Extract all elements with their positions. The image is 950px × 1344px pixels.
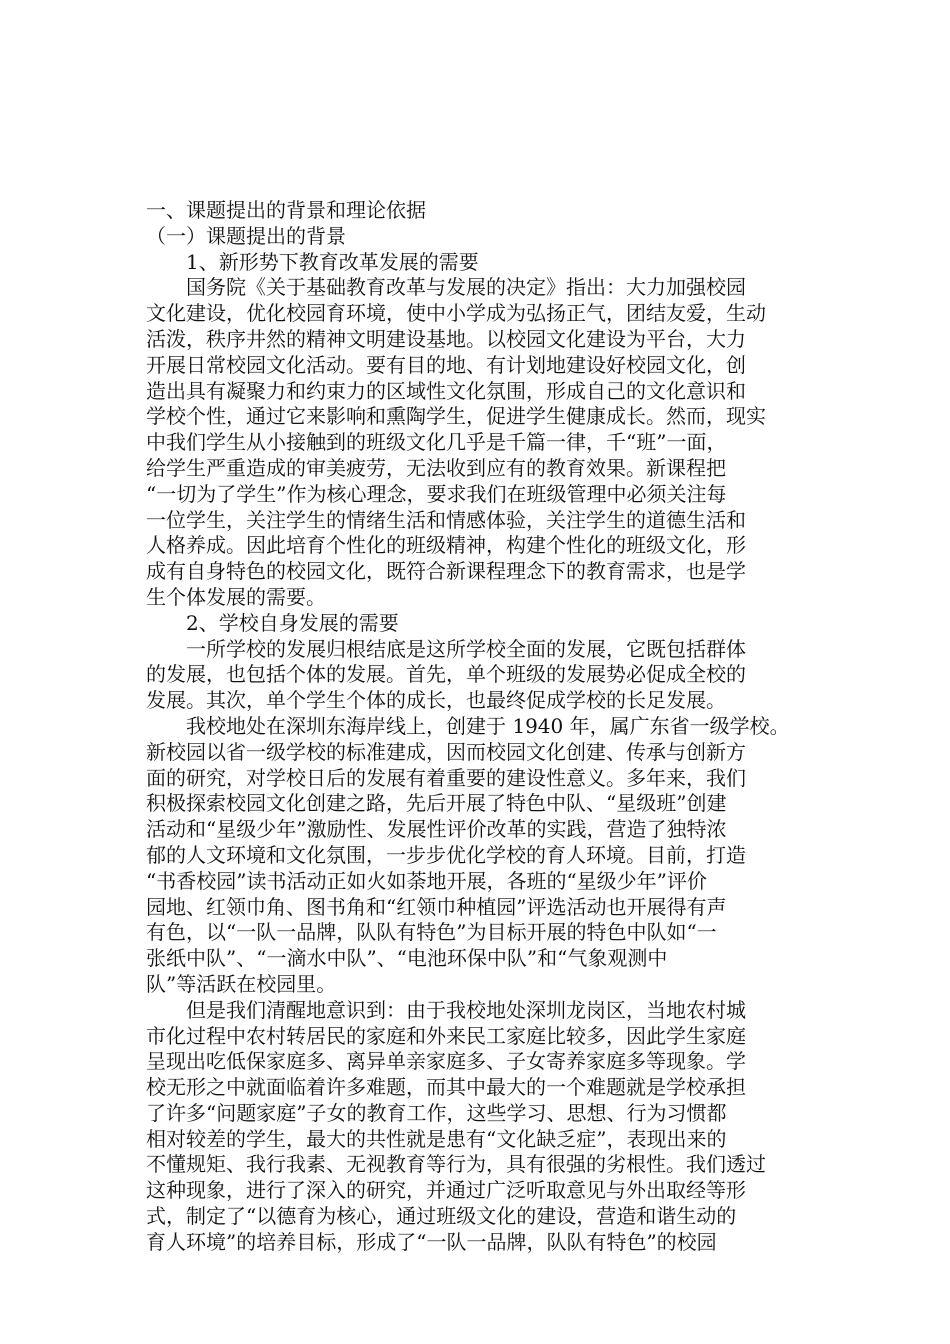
paragraph-line: 市化过程中农村转居民的家庭和外来民工家庭比较多，因此学生家庭	[146, 1023, 746, 1048]
paragraph-line: 不懂规矩、我行我素、无视教育等行为，具有很强的劣根性。我们透过	[146, 1152, 766, 1177]
paragraph-line: 校无形之中就面临着许多难题，而其中最大的一个难题就是学校承担	[146, 1075, 746, 1100]
paragraph-line: “一切为了学生”作为核心理念，要求我们在班级管理中必须关注每	[146, 481, 727, 506]
subsection-heading: （一）课题提出的背景	[146, 223, 346, 248]
paragraph-line: 一所学校的发展归根结底是这所学校全面的发展，它既包括群体	[186, 636, 746, 661]
paragraph-line: 呈现出吃低保家庭多、离异单亲家庭多、子女寄养家庭多等现象。学	[146, 1049, 746, 1074]
paragraph-line: 郁的人文环境和文化氛围，一步步优化学校的育人环境。目前，打造	[146, 842, 746, 867]
section-heading: 一、课题提出的背景和理论依据	[146, 198, 426, 222]
paragraph	[146, 637, 821, 714]
paragraph-line: 活泼，秩序井然的精神文明建设基地。以校园文化建设为平台，大力	[146, 326, 746, 351]
paragraph-line: 张纸中队”、“一滴水中队”、“电池环保中队”和“气象观测中	[146, 946, 668, 971]
paragraph-line: 中我们学生从小接触到的班级文化几乎是千篇一律，千“班”一面，	[146, 430, 727, 455]
paragraph	[146, 275, 821, 610]
paragraph-line: 活动和“星级少年”激励性、发展性评价改革的实践，营造了独特浓	[146, 817, 727, 842]
paragraph-line: 人格养成。因此培育个性化的班级精神，构建个性化的班级文化，形	[146, 533, 746, 558]
paragraph	[146, 714, 821, 998]
paragraph-line: 但是我们清醒地意识到：由于我校地处深圳龙岗区，当地农村城	[186, 997, 746, 1022]
paragraph-line: 文化建设，优化校园育环境，使中小学成为弘扬正气，团结友爱，生动	[146, 301, 766, 326]
topic-subheading: 2、学校自身发展的需要	[186, 610, 399, 635]
paragraph-line: 有色，以“一队一品牌，队队有特色”为目标开展的特色中队如“一	[146, 920, 717, 945]
paragraph-line: 发展。其次，单个学生个体的成长，也最终促成学校的长足发展。	[146, 688, 726, 713]
paragraph-line: 相对较差的学生，最大的共性就是患有“文化缺乏症”，表现出来的	[146, 1126, 727, 1151]
paragraph-line: 队”等活跃在校园里。	[146, 971, 337, 996]
paragraph-line: 学校个性，通过它来影响和熏陶学生，促进学生健康成长。然而，现实	[146, 404, 766, 429]
paragraph-line: 一位学生，关注学生的情绪生活和情感体验，关注学生的道德生活和	[146, 507, 746, 532]
paragraph	[146, 998, 821, 1256]
sections-container	[146, 250, 821, 1256]
paragraph-line: 我校地处在深圳东海岸线上，创建于 1940 年，属广东省一级学校。	[186, 713, 790, 738]
document-body	[146, 198, 821, 1256]
paragraph-line: 园地、红领巾角、图书角和“红领巾种植园”评选活动也开展得有声	[146, 894, 727, 919]
paragraph-line: “书香校园”读书活动正如火如荼地开展，各班的“星级少年”评价	[146, 868, 707, 893]
paragraph-line: 了许多“问题家庭”子女的教育工作，这些学习、思想、行为习惯都	[146, 1100, 727, 1125]
paragraph-line: 生个体发展的需要。	[146, 584, 326, 609]
paragraph-line: 给学生严重造成的审美疲劳，无法收到应有的教育效果。新课程把	[146, 455, 726, 480]
topic-subheading: 1、新形势下教育改革发展的需要	[186, 249, 479, 274]
paragraph-line: 积极探索校园文化创建之路，先后开展了特色中队、“星级班”创建	[146, 791, 727, 816]
paragraph-line: 这种现象，进行了深入的研究，并通过广泛听取意见与外出取经等形	[146, 1178, 746, 1203]
paragraph-line: 的发展，也包括个体的发展。首先，单个班级的发展势必促成全校的	[146, 662, 746, 687]
paragraph-line: 新校园以省一级学校的标准建成，因而校园文化创建、传承与创新方	[146, 739, 746, 764]
paragraph-line: 造出具有凝聚力和约束力的区域性文化氛围，形成自己的文化意识和	[146, 378, 746, 403]
paragraph-line: 式，制定了“以德育为核心，通过班级文化的建设，营造和谐生动的	[146, 1204, 737, 1229]
paragraph-line: 面的研究，对学校日后的发展有着重要的建设性意义。多年来，我们	[146, 765, 746, 790]
paragraph-line: 开展日常校园文化活动。要有目的地、有计划地建设好校园文化，创	[146, 352, 746, 377]
paragraph-line: 育人环境”的培养目标，形成了“一队一品牌，队队有特色”的校园	[146, 1229, 717, 1254]
paragraph-line: 成有自身特色的校园文化，既符合新课程理念下的教育需求，也是学	[146, 559, 746, 584]
paragraph-line: 国务院《关于基础教育改革与发展的决定》指出：大力加强校园	[186, 275, 746, 300]
